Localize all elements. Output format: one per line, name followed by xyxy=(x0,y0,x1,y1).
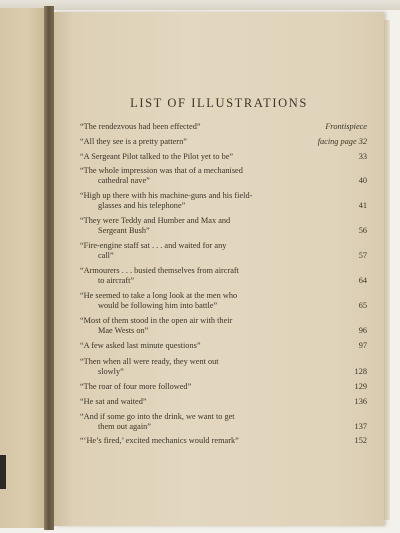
caption-line: call” xyxy=(98,251,114,260)
page-reference: 41 xyxy=(358,201,367,210)
page-reference: 152 xyxy=(354,436,367,445)
page-reference: 57 xyxy=(358,251,367,260)
caption xyxy=(80,137,308,147)
caption xyxy=(80,397,308,407)
page-reference: 97 xyxy=(358,341,367,350)
page-reference: 136 xyxy=(354,397,367,406)
caption-line: slowly” xyxy=(98,367,124,376)
caption xyxy=(80,216,308,236)
caption xyxy=(80,382,308,392)
page-reference: 128 xyxy=(354,367,367,376)
caption-line: “The rendezvous had been effected” xyxy=(80,122,201,131)
caption-line: “High up there with his machine-guns and his field- xyxy=(80,191,253,200)
caption-line: “Most of them stood in the open air with their xyxy=(80,316,233,325)
caption-line: “They were Teddy and Humber and Max and xyxy=(80,216,231,225)
caption xyxy=(80,266,308,286)
caption xyxy=(80,357,308,377)
page-reference: 65 xyxy=(358,301,367,310)
page-reference: facing page 32 xyxy=(317,137,367,146)
caption-line: glasses and his telephone” xyxy=(98,201,186,210)
caption-line: cathedral nave” xyxy=(98,176,150,185)
caption xyxy=(80,412,308,432)
caption xyxy=(80,191,308,211)
left-page xyxy=(0,8,46,528)
page-edge xyxy=(384,20,390,520)
page-reference: 96 xyxy=(358,326,367,335)
caption-line: Sergeant Bush” xyxy=(98,226,150,235)
caption-line: “He seemed to take a long look at the men who xyxy=(80,291,238,300)
book-binding xyxy=(44,6,54,530)
page-reference: 56 xyxy=(358,226,367,235)
caption-line: “Then when all were ready, they went out xyxy=(80,357,219,366)
caption xyxy=(80,436,308,446)
caption-line: to aircraft” xyxy=(98,276,135,285)
caption xyxy=(80,166,308,186)
book-top-edge xyxy=(0,0,400,10)
page-reference: 129 xyxy=(354,382,367,391)
page-title: LIST OF ILLUSTRATIONS xyxy=(130,96,308,110)
caption xyxy=(80,316,308,336)
caption-line: “The whole impression was that of a mechanised xyxy=(80,166,243,175)
page-reference: 33 xyxy=(358,152,367,161)
caption xyxy=(80,241,308,261)
caption-line: “The roar of four more followed” xyxy=(80,382,192,391)
caption-line: “All they see is a pretty pattern” xyxy=(80,137,187,146)
caption xyxy=(80,122,308,132)
spine-mark xyxy=(0,455,6,489)
caption-line: “And if some go into the drink, we want to get xyxy=(80,412,235,421)
caption xyxy=(80,152,308,162)
caption-line: “‘He’s fired,’ excited mechanics would remark” xyxy=(80,436,239,445)
caption xyxy=(80,291,308,311)
caption-line: “Fire-engine staff sat . . . and waited for any xyxy=(80,241,227,250)
page-reference: Frontispiece xyxy=(325,122,367,131)
caption-line: would be following him into battle” xyxy=(98,301,218,310)
caption xyxy=(80,341,308,351)
caption-line: “A few asked last minute questions” xyxy=(80,341,201,350)
caption-line: them out again” xyxy=(98,422,151,431)
caption-line: “Armourers . . . busied themselves from aircraft xyxy=(80,266,239,275)
page-reference: 137 xyxy=(354,422,367,431)
caption-line: “A Sergeant Pilot talked to the Pilot yet to be” xyxy=(80,152,234,161)
caption-line: “He sat and waited” xyxy=(80,397,147,406)
page-reference: 64 xyxy=(358,276,367,285)
page-reference: 40 xyxy=(358,176,367,185)
caption-line: Mae Wests on” xyxy=(98,326,149,335)
